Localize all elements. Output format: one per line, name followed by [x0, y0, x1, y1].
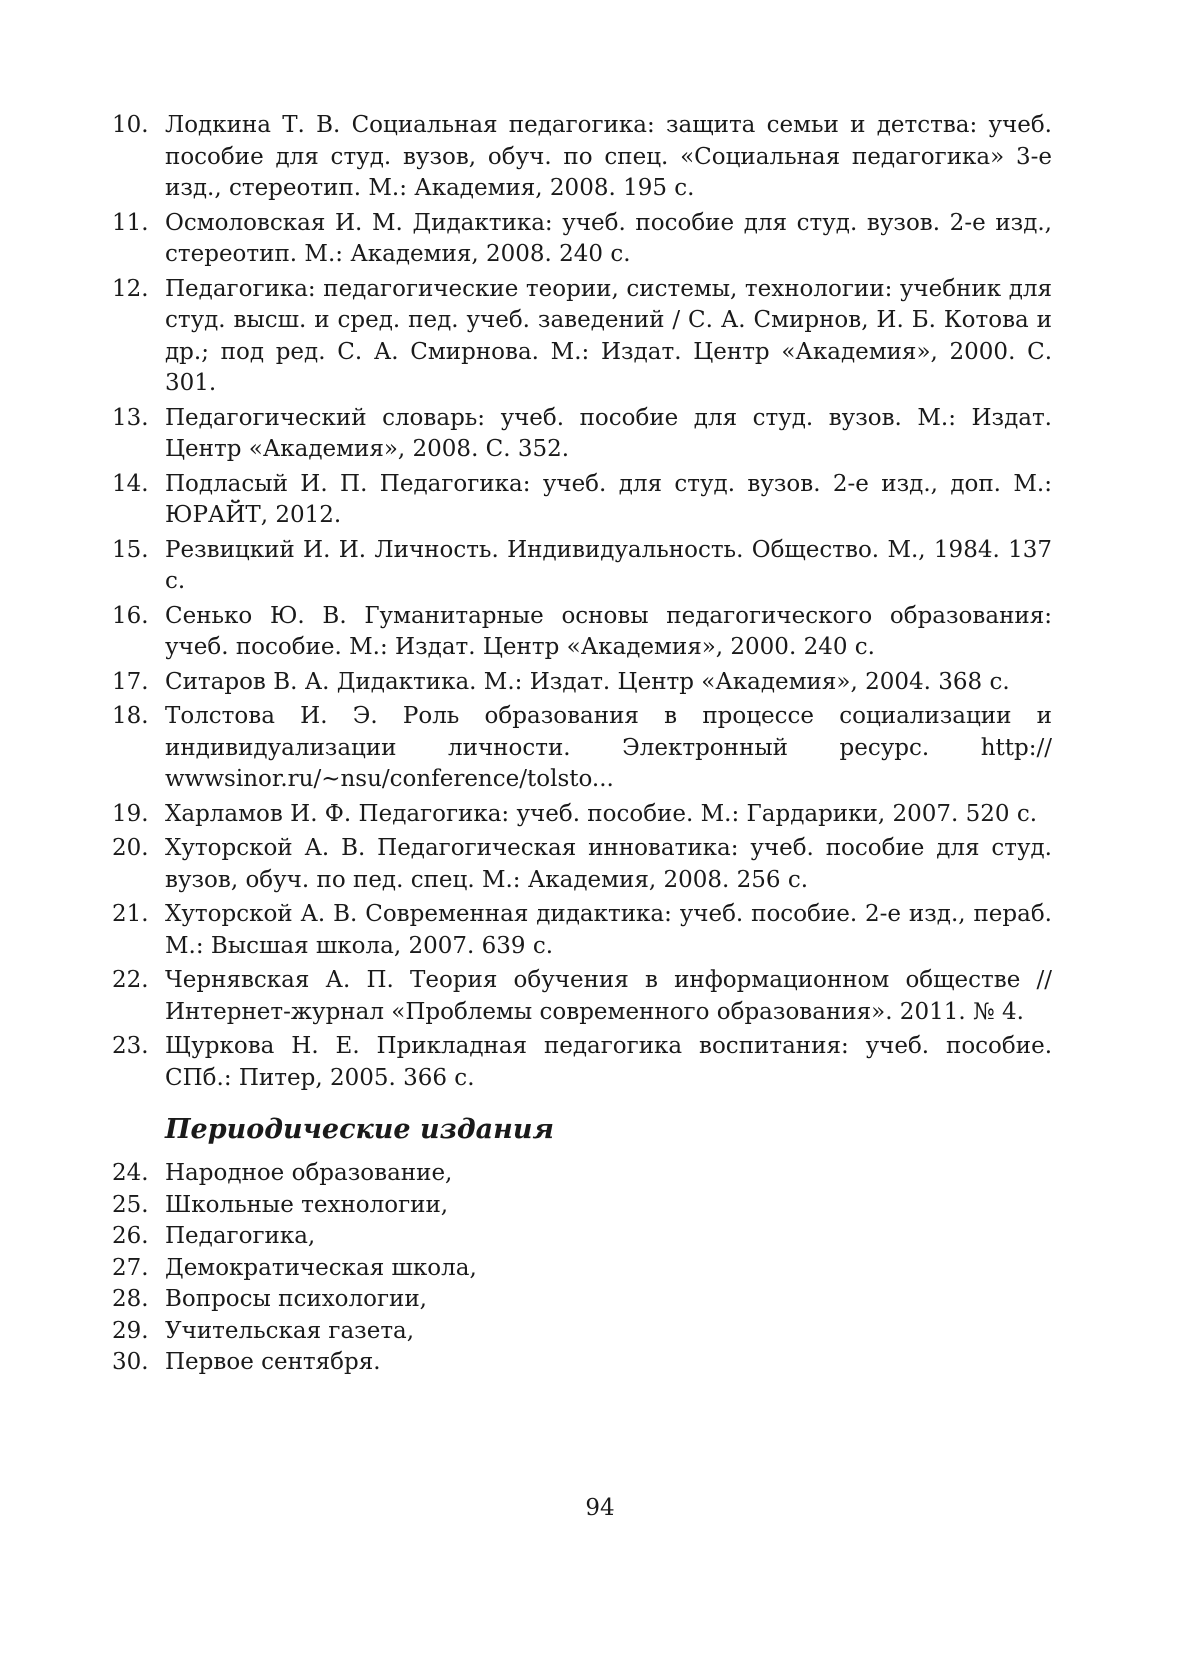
item-text: Первое сентября. [165, 1349, 381, 1375]
item-number: 18. [112, 701, 162, 733]
list-item [112, 799, 1052, 831]
list-item [112, 1284, 1052, 1316]
item-text: Педагогика, [165, 1223, 315, 1249]
item-text: Хуторской А. В. Современная дидактика: учеб. пособие. 2-е изд., пераб. М.: Высшая школа, 2007. 639 с. [165, 901, 1052, 959]
item-text: Ситаров В. А. Дидактика. М.: Издат. Центр «Академия», 2004. 368 с. [165, 669, 1010, 695]
item-text: Лодкина Т. В. Социальная педагогика: защита семьи и детства: учеб. пособие для студ. вузов, обуч. по спец. «Социальная педагогика» 3-е изд., стереотип. М.: Академия, 2008. 195 с. [165, 112, 1052, 201]
list-item [112, 601, 1052, 664]
list-item [112, 701, 1052, 796]
list-item [112, 535, 1052, 598]
item-number: 17. [112, 667, 162, 699]
item-number: 29. [112, 1316, 162, 1348]
item-text: Осмоловская И. М. Дидактика: учеб. пособие для студ. вузов. 2-е изд., стереотип. М.: Академия, 2008. 240 с. [165, 210, 1052, 268]
list-item [112, 403, 1052, 466]
list-item [112, 1253, 1052, 1285]
item-number: 19. [112, 799, 162, 831]
item-text: Педагогика: педагогические теории, системы, технологии: учебник для студ. высш. и сред. пед. учеб. заведений / С. А. Смирнов, И. Б. Котова и др.; под ред. С. А. Смирнова. М.: Издат. Центр «Академия», 2000. С. 301. [165, 276, 1052, 397]
item-text: Толстова И. Э. Роль образования в процессе социализации и индивидуализации личности. Электронный ресурс. http:// wwwsinor.ru/~nsu/conference/tolsto... [165, 703, 1052, 792]
item-text: Сенько Ю. В. Гуманитарные основы педагогического образования: учеб. пособие. М.: Издат. Центр «Академия», 2000. 240 с. [165, 603, 1052, 661]
item-text: Демократическая школа, [165, 1255, 477, 1281]
item-text: Подласый И. П. Педагогика: учеб. для студ. вузов. 2-е изд., доп. М.: ЮРАЙТ, 2012. [165, 471, 1052, 529]
item-number: 23. [112, 1031, 162, 1063]
item-text: Педагогический словарь: учеб. пособие для студ. вузов. М.: Издат. Центр «Академия», 2008. С. 352. [165, 405, 1052, 463]
item-number: 21. [112, 899, 162, 931]
item-number: 10. [112, 110, 162, 142]
item-number: 14. [112, 469, 162, 501]
list-item [112, 1221, 1052, 1253]
item-text: Учительская газета, [165, 1318, 414, 1344]
list-item [112, 1158, 1052, 1190]
list-item [112, 208, 1052, 271]
list-item [112, 110, 1052, 205]
reference-list [112, 110, 1052, 1097]
item-number: 15. [112, 535, 162, 567]
item-number: 26. [112, 1221, 162, 1253]
periodicals-list [112, 1158, 1052, 1379]
item-text: Щуркова Н. Е. Прикладная педагогика воспитания: учеб. пособие. СПб.: Питер, 2005. 366 с. [165, 1033, 1052, 1091]
item-text: Народное образование, [165, 1160, 452, 1186]
list-item [112, 667, 1052, 699]
item-text: Резвицкий И. И. Личность. Индивидуальность. Общество. М., 1984. 137 с. [165, 537, 1052, 595]
item-number: 12. [112, 274, 162, 306]
item-number: 25. [112, 1190, 162, 1222]
list-item [112, 469, 1052, 532]
list-item [112, 1031, 1052, 1094]
list-item [112, 274, 1052, 400]
list-item [112, 1347, 1052, 1379]
list-item [112, 899, 1052, 962]
item-number: 22. [112, 965, 162, 997]
list-item [112, 1316, 1052, 1348]
item-number: 20. [112, 833, 162, 865]
item-number: 30. [112, 1347, 162, 1379]
document-page [0, 0, 1200, 1678]
item-number: 11. [112, 208, 162, 240]
list-item [112, 965, 1052, 1028]
section-heading: Периодические издания [165, 1114, 554, 1145]
item-text: Школьные технологии, [165, 1192, 448, 1218]
page-number: 94 [0, 1495, 1200, 1521]
list-item [112, 1190, 1052, 1222]
item-text: Чернявская А. П. Теория обучения в информационном обществе // Интернет-журнал «Проблемы современного образования». 2011. № 4. [165, 967, 1052, 1025]
item-number: 24. [112, 1158, 162, 1190]
item-number: 27. [112, 1253, 162, 1285]
item-number: 13. [112, 403, 162, 435]
item-text: Хуторской А. В. Педагогическая инноватика: учеб. пособие для студ. вузов, обуч. по пед. спец. М.: Академия, 2008. 256 с. [165, 835, 1052, 893]
item-number: 16. [112, 601, 162, 633]
list-item [112, 833, 1052, 896]
item-text: Вопросы психологии, [165, 1286, 427, 1312]
item-text: Харламов И. Ф. Педагогика: учеб. пособие. М.: Гардарики, 2007. 520 с. [165, 801, 1037, 827]
item-number: 28. [112, 1284, 162, 1316]
